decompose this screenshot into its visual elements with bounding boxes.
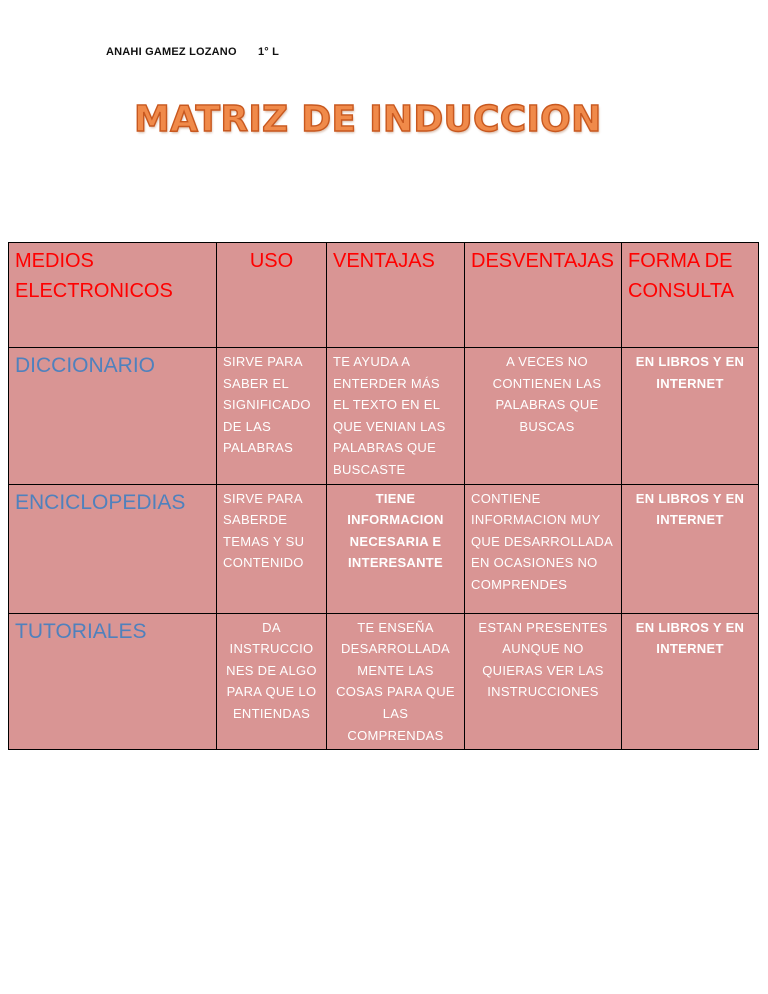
cell-consulta: EN LIBROS Y EN INTERNET [622, 613, 759, 750]
cell-consulta: EN LIBROS Y EN INTERNET [622, 484, 759, 613]
row-label-tutoriales: TUTORIALES [9, 613, 217, 750]
grade-label: 1° L [257, 46, 280, 58]
cell-uso: SIRVE PARA SABER EL SIGNIFICADO DE LAS PALABRAS [217, 348, 327, 485]
author-line [106, 46, 279, 58]
table-header-row [9, 243, 759, 348]
cell-ventajas: TE AYUDA A ENTERDER MÁS EL TEXTO EN EL QUE VENIAN LAS PALABRAS QUE BUSCASTE [327, 348, 465, 485]
page-title: MATRIZ DE INDUCCION [134, 99, 602, 140]
table-row [9, 484, 759, 613]
cell-desventajas: A VECES NO CONTIENEN LAS PALABRAS QUE BUSCAS [465, 348, 622, 485]
column-header-ventajas: VENTAJAS [327, 243, 465, 348]
induction-matrix-table [8, 242, 759, 750]
author-name: ANAHI GAMEZ LOZANO [106, 46, 237, 58]
row-label-enciclopedias: ENCICLOPEDIAS [9, 484, 217, 613]
cell-uso: DA INSTRUCCIO NES DE ALGO PARA QUE LO ENTIENDAS [217, 613, 327, 750]
cell-consulta: EN LIBROS Y EN INTERNET [622, 348, 759, 485]
table-row [9, 613, 759, 750]
column-header-consulta: FORMA DE CONSULTA [622, 243, 759, 348]
cell-desventajas: ESTAN PRESENTES AUNQUE NO QUIERAS VER LAS INSTRUCCIONES [465, 613, 622, 750]
table-row [9, 348, 759, 485]
row-label-diccionario: DICCIONARIO [9, 348, 217, 485]
cell-ventajas: TIENE INFORMACION NECESARIA E INTERESANTE [327, 484, 465, 613]
cell-uso: SIRVE PARA SABERDE TEMAS Y SU CONTENIDO [217, 484, 327, 613]
column-header-medios: MEDIOS ELECTRONICOS [9, 243, 217, 348]
column-header-desventajas: DESVENTAJAS [465, 243, 622, 348]
column-header-uso: USO [217, 243, 327, 348]
cell-desventajas: CONTIENE INFORMACION MUY QUE DESARROLLADA EN OCASIONES NO COMPRENDES [465, 484, 622, 613]
cell-ventajas: TE ENSEÑA DESARROLLADA MENTE LAS COSAS PARA QUE LAS COMPRENDAS [327, 613, 465, 750]
